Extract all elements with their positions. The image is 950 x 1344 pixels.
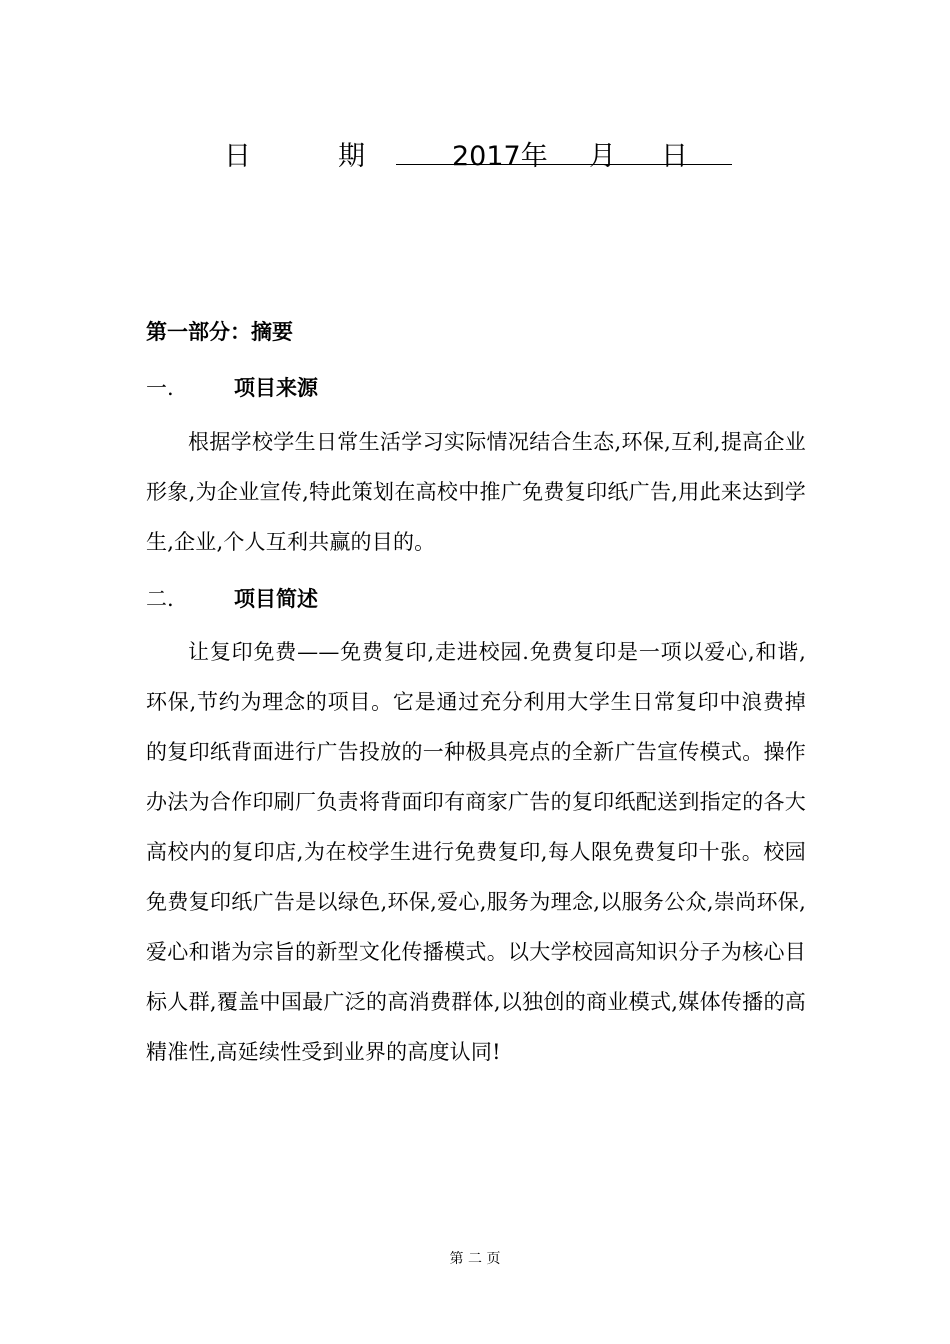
- page-footer: 第 二 页: [449, 1251, 501, 1267]
- date-day: 日: [661, 141, 688, 172]
- section-body-2: 让复印免费——免费复印,走进校园.免费复印是一项以爱心,和谐,环保,节约为理念的项目。它是通过充分利用大学生日常复印中浪费掉的复印纸背面进行广告投放的一种极具亮点的全新广告宣传模式。操作办法为合作印刷厂负责将背面印有商家广告的复印纸配送到指定的各大高校内的复印店,为在校学生进行免费复印,每人限免费复印十张。校园免费复印纸广告是以绿色,环保,爱心,服务为理念,以服务公众,崇尚环保,爱心和谐为宗旨的新型文化传播模式。以大学校园高知识分子为核心目标人群,覆盖中国最广泛的高消费群体,以独创的商业模式,媒体传播的高精准性,高延续性受到业界的高度认同!: [146, 640, 806, 1064]
- section-title: 项目来源: [234, 376, 318, 400]
- date-year: 2017年: [452, 141, 548, 172]
- section-heading-1: [146, 372, 806, 402]
- section-body-1: 根据学校学生日常生活学习实际情况结合生态,环保,互利,提高企业形象,为企业宣传,特此策划在高校中推广免费复印纸广告,用此来达到学生,企业,个人互利共赢的目的。: [146, 430, 806, 554]
- date-label-period-char: 期: [338, 141, 365, 172]
- date-label-day-char: 日: [224, 141, 251, 172]
- date-row: [0, 132, 950, 172]
- date-month: 月: [589, 141, 616, 172]
- section-heading-2: [146, 583, 806, 613]
- section-number: 二.: [146, 587, 174, 611]
- date-underline: [396, 164, 732, 165]
- part-title: 第一部分：摘要: [146, 319, 293, 344]
- section-title: 项目简述: [234, 587, 318, 611]
- section-number: 一.: [146, 376, 174, 400]
